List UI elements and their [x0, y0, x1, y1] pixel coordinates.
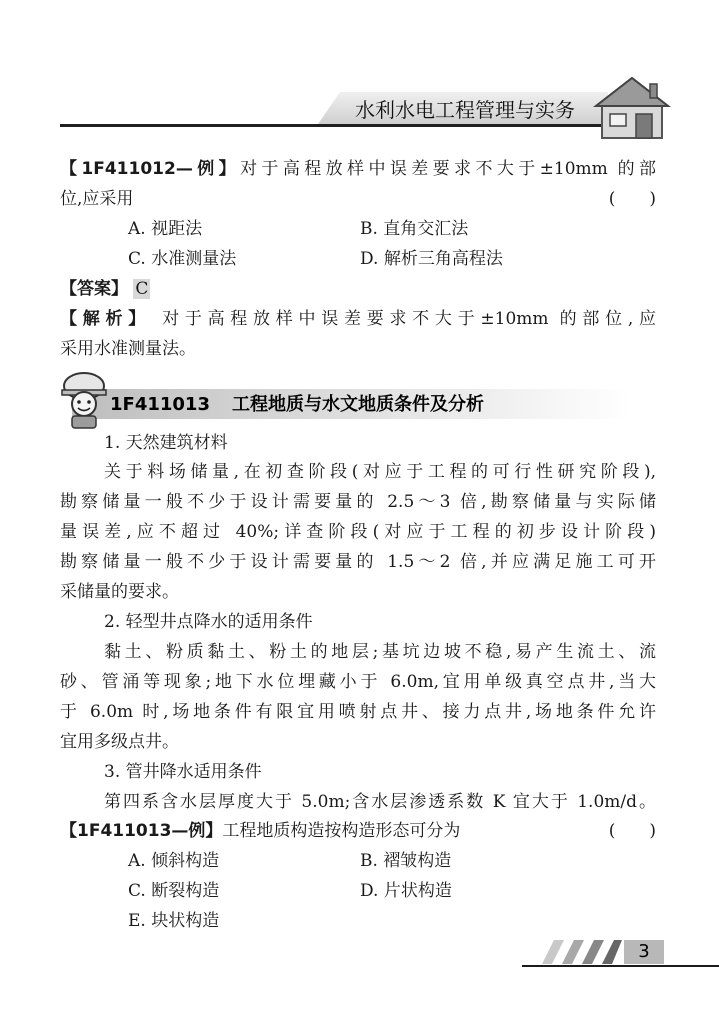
paragraph1-line5: 采储量的要求。	[60, 582, 179, 602]
paragraph3: 第四系含水层厚度大于 5.0m;含水层渗透系数 K 宜大于 1.0m/d。	[104, 792, 656, 812]
paragraph1-line4: 勘察储量一般不少于设计需要量的 1.5～2 倍,并应满足施工可开	[60, 552, 656, 572]
house-icon	[592, 74, 672, 144]
paragraph1-line3: 量误差,应不超过 40%;详查阶段(对应于工程的初步设计阶段)	[60, 522, 656, 542]
example1-analysis-line2: 采用水准测量法。	[60, 339, 196, 359]
answer-value: C	[135, 279, 149, 299]
paragraph1-line1: 关于料场储量,在初查阶段(对应于工程的可行性研究阶段),	[104, 462, 656, 482]
subheading-2: 2. 轻型井点降水的适用条件	[104, 612, 313, 632]
header-rule	[60, 124, 620, 127]
paragraph2-line2: 砂、管涌等现象;地下水位埋藏小于 6.0m,宜用单级真空点井,当大	[60, 672, 656, 692]
worker-mascot-icon	[56, 368, 112, 430]
example1-analysis-line1	[60, 307, 656, 331]
section-heading	[110, 390, 484, 420]
example2-question	[60, 819, 656, 843]
example2-option-b: B. 褶皱构造	[360, 851, 452, 871]
analysis-text1: 对于高程放样中误差要求不大于±10mm 的部位,应	[162, 309, 656, 329]
section-code: 1F411013	[110, 394, 210, 415]
example1-option-b: B. 直角交汇法	[360, 219, 469, 239]
paragraph2-line3: 于 6.0m 时,场地条件有限宜用喷射点井、接力点井,场地条件允许	[60, 702, 656, 722]
example1-answer-blank: ( )	[608, 189, 656, 209]
paragraph2-line1: 黏土、粉质黏土、粉土的地层;基坑边坡不稳,易产生流土、流	[104, 642, 656, 662]
example1-question-text1: 对于高程放样中误差要求不大于±10mm 的部	[240, 159, 656, 179]
paragraph2-line4: 宜用多级点井。	[60, 732, 179, 752]
running-header-title: 水利水电工程管理与实务	[355, 98, 575, 122]
example1-option-a: A. 视距法	[128, 219, 203, 239]
example1-answer-line	[60, 277, 656, 301]
example1-option-d: D. 解析三角高程法	[360, 249, 503, 269]
analysis-label: 【解析】	[60, 309, 151, 329]
example2-option-a: A. 倾斜构造	[128, 851, 220, 871]
section-title: 工程地质与水文地质条件及分析	[231, 394, 484, 415]
example2-option-e: E. 块状构造	[128, 911, 220, 931]
example1-question-line1	[60, 157, 656, 181]
subheading-1: 1. 天然建筑材料	[104, 433, 228, 453]
example1-question-line2: 位,应采用	[60, 189, 134, 209]
page-number: 3	[624, 940, 664, 964]
example2-answer-blank: ( )	[608, 821, 656, 841]
example2-option-c: C. 断裂构造	[128, 881, 220, 901]
footer-stripes	[532, 940, 622, 964]
answer-label: 【答案】	[60, 279, 128, 299]
example2-option-d: D. 片状构造	[360, 881, 452, 901]
paragraph1-line2: 勘察储量一般不少于设计需要量的 2.5～3 倍,勘察储量与实际储	[60, 492, 656, 512]
footer-rule	[522, 965, 719, 967]
subheading-3: 3. 管井降水适用条件	[104, 762, 262, 782]
example2-question-text: 工程地质构造按构造形态可分为	[222, 821, 461, 841]
example2-label: 【1F411013—例】	[60, 821, 223, 841]
example1-option-c: C. 水准测量法	[128, 249, 237, 269]
example1-label: 【1F411012—例】	[60, 159, 241, 179]
